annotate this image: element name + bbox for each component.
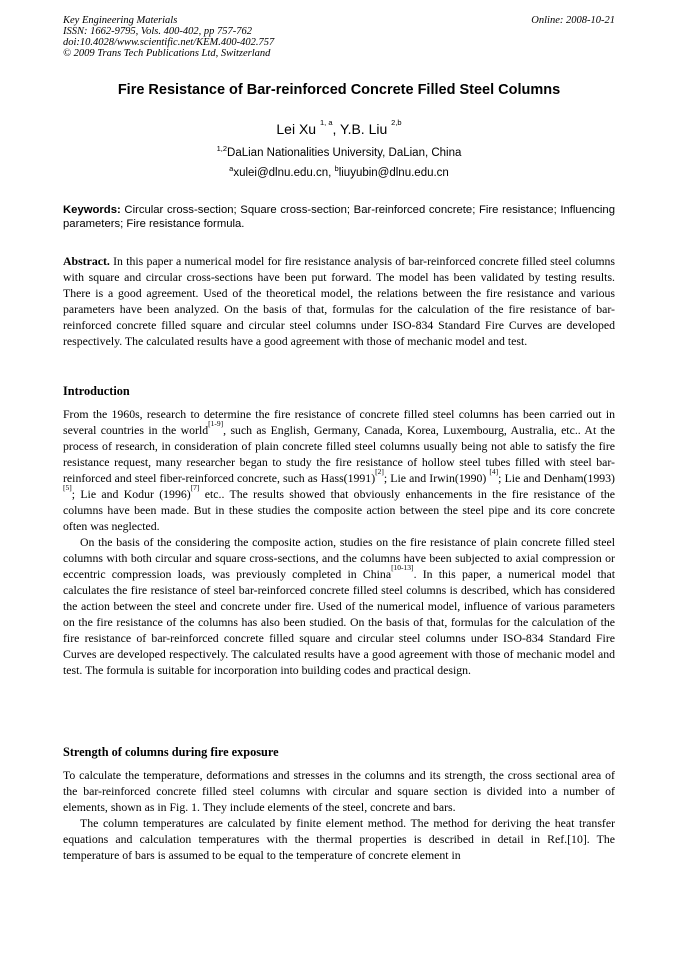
introduction-body <box>63 406 615 678</box>
keywords-text: Circular cross-section; Square cross-section; Bar-reinforced concrete; Fire resistance; Influencing parameters; Fire resistance formula. <box>63 204 615 230</box>
copyright-line: © 2009 Trans Tech Publications Ltd, Switzerland <box>63 48 271 59</box>
author-superscript: 2,b <box>391 118 402 127</box>
citation: [4] <box>489 467 499 476</box>
email-superscript: a <box>229 164 234 173</box>
author-name: Lei Xu <box>276 121 317 137</box>
email-separator: , <box>328 167 335 179</box>
keywords <box>63 204 615 231</box>
abstract-text: In this paper a numerical model for fire resistance analysis of bar-reinforced concrete filled steel columns with square and circular cross-sections have been put forward. The model has been validated by testing results. There is a good agreement. Used of the theoretical model, the relations between the fire resistance and various parameters have been analyzed. On the basis of that, formulas for the calculation of the fire resistance of bar-reinforced concrete filled square and circular steel columns under ISO-834 Standard Fire Curves are developed respectively. The calculated results have a good agreement with those of mechanic model and test. <box>63 254 615 348</box>
section-heading-strength: Strength of columns during fire exposure <box>63 745 279 759</box>
paragraph: On the basis of the considering the composite action, studies on the fire resistance of plain concrete filled steel columns with both circular and square cross-sections, and the columns have been subjected to axial compression or eccentric compression loads, was previously completed in China[10-13]. In this paper, a numerical model that calculates the fire resistance of steel bar-reinforced concrete filled steel columns is described, which has considered the action between the steel and concrete under fire. Used of the numerical model, influence of various parameters on the fire resistance of the columns has also been studied. On the basis of that, formulas for the calculation of the fire resistance of bar-reinforced concrete filled square and circular steel columns under ISO-834 Standard Fire Curves are developed respectively. The calculated results have a good agreement with those of mechanic model and test. The formula is suitable for incorporation into building codes and practical design. <box>63 535 616 677</box>
online-date: Online: 2008-10-21 <box>531 15 615 26</box>
citation: [10-13] <box>391 563 414 572</box>
author-line <box>0 118 678 137</box>
email-superscript: b <box>334 164 339 173</box>
paragraph: From the 1960s, research to determine the fire resistance of concrete filled steel columns has been carried out in several countries in the world[1-9], such as English, Germany, Canada, Korea, Luxembourg, Australia, etc.. At the process of research, in consideration of plain concrete filled steel columns usually being not able to satisfy the fire resistance request, many researcher began to study the fire resistance of hollow steel tubes filled with steel bar-reinforced and steel fiber-reinforced concrete, such as Hass(1991)[2]; Lie and Irwin(1990) [4]; Lie and Denham(1993) [5]; Lie and Kodur (1996)[7] etc.. The results showed that obviously enhancements in the fire resistance of the columns have been made. But in these studies the composite action between the steel pipe and its core concrete often was neglected. <box>63 407 615 533</box>
paper-title: Fire Resistance of Bar-reinforced Concrete Filled Steel Columns <box>117 82 561 98</box>
affiliation <box>0 144 678 159</box>
author-name: Y.B. Liu <box>340 121 388 137</box>
affiliation-superscript: 1,2 <box>216 144 228 153</box>
author-separator: , <box>332 121 341 137</box>
abstract-label: Abstract. <box>63 254 110 268</box>
citation: [5] <box>63 483 72 492</box>
citation: [7] <box>190 483 200 492</box>
author-superscript: 1, a <box>319 118 333 127</box>
journal-name: Key Engineering Materials <box>63 15 178 26</box>
paragraph: To calculate the temperature, deformations and stresses in the columns and its strength, the cross sectional area of the bar-reinforced concrete filled steel columns with circular and square section is divided into a number of elements, shown as in Fig. 1. They include elements of the steel, concrete and bars. <box>63 768 615 814</box>
affiliation-text: DaLian Nationalities University, DaLian, China <box>227 147 462 159</box>
email-link[interactable]: liuyubin@dlnu.edu.cn <box>338 167 449 179</box>
strength-body <box>63 767 615 863</box>
paragraph: The column temperatures are calculated by finite element method. The method for deriving the heat transfer equations and calculation temperatures with the thermal properties is described in detail in Ref.[10]. The temperature of bars is assumed to be equal to the temperature of concrete element in <box>63 816 615 862</box>
citation: [1-9] <box>208 419 224 428</box>
email-link[interactable]: xulei@dlnu.edu.cn <box>233 167 329 179</box>
abstract <box>63 253 615 349</box>
journal-header <box>63 15 615 59</box>
email-line <box>0 164 678 179</box>
doi-line: doi:10.4028/www.scientific.net/KEM.400-402.757 <box>63 37 275 48</box>
keywords-label: Keywords: <box>63 204 121 216</box>
citation: [2] <box>375 467 384 476</box>
issn-line: ISSN: 1662-9795, Vols. 400-402, pp 757-762 <box>63 26 252 37</box>
section-heading-introduction: Introduction <box>63 384 130 398</box>
